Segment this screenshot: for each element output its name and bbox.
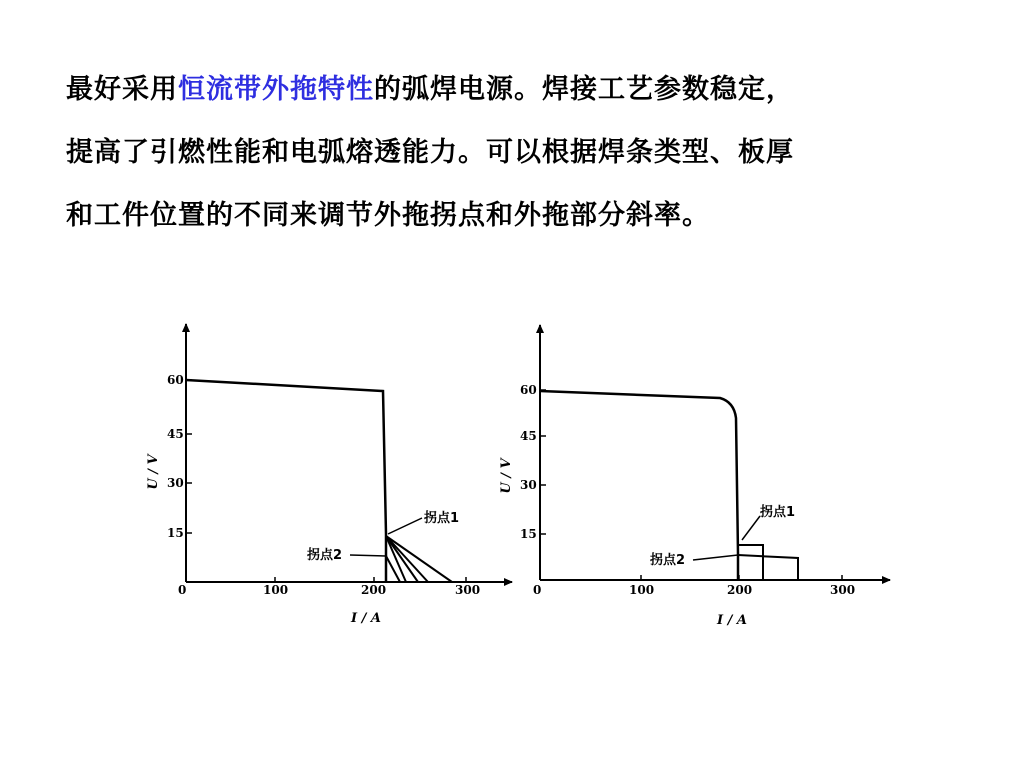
- right-dragout-steps: [738, 545, 798, 580]
- right-x-axis-label: I / A: [717, 613, 747, 628]
- right-x-tick-0: 0: [533, 583, 542, 597]
- right-characteristic-curve: [540, 391, 738, 580]
- highlight-term: 恒流带外拖特性: [178, 74, 374, 105]
- right-y-tick-60: 60: [520, 383, 537, 397]
- left-y-axis-label: U / V: [146, 454, 161, 490]
- left-y-tick-45: 45: [167, 427, 184, 441]
- left-x-tick-300: 300: [455, 583, 481, 597]
- right-diagram: [499, 325, 890, 628]
- left-annot-inflection-1: 拐点1: [424, 511, 460, 526]
- left-y-tick-15: 15: [167, 526, 184, 540]
- right-x-tick-300: 300: [830, 583, 856, 597]
- left-annot-1-leader: [388, 518, 422, 534]
- left-y-tick-30: 30: [167, 476, 184, 490]
- left-x-tick-200: 200: [361, 583, 387, 597]
- line1-before: 最好采用: [66, 74, 178, 105]
- left-x-tick-100: 100: [263, 583, 289, 597]
- right-x-tick-100: 100: [629, 583, 655, 597]
- left-y-tick-60: 60: [167, 373, 184, 387]
- line1-after: 的弧焊电源。焊接工艺参数稳定，: [374, 74, 794, 105]
- right-y-tick-15: 15: [520, 527, 537, 541]
- right-annot-1-leader: [742, 516, 760, 540]
- right-x-tick-200: 200: [727, 583, 753, 597]
- paragraph-line-3: 和工件位置的不同来调节外拖拐点和外拖部分斜率。: [66, 200, 710, 231]
- left-characteristic-curve: [186, 380, 386, 582]
- right-annot-inflection-1: 拐点1: [760, 505, 796, 520]
- left-annot-inflection-2: 拐点2: [307, 548, 343, 563]
- right-annot-2-leader: [693, 555, 738, 560]
- paragraph-line-2: 提高了引燃性能和电弧熔透能力。可以根据焊条类型、板厚: [66, 137, 794, 168]
- left-diagram: [146, 324, 512, 626]
- right-y-tick-45: 45: [520, 429, 537, 443]
- right-y-axis-label: U / V: [499, 458, 514, 494]
- right-annot-inflection-2: 拐点2: [650, 553, 686, 568]
- left-x-tick-0: 0: [178, 583, 187, 597]
- right-y-tick-30: 30: [520, 478, 537, 492]
- left-annot-2-leader: [350, 555, 386, 556]
- left-x-axis-label: I / A: [351, 611, 381, 626]
- left-dragout-lines: [386, 536, 452, 582]
